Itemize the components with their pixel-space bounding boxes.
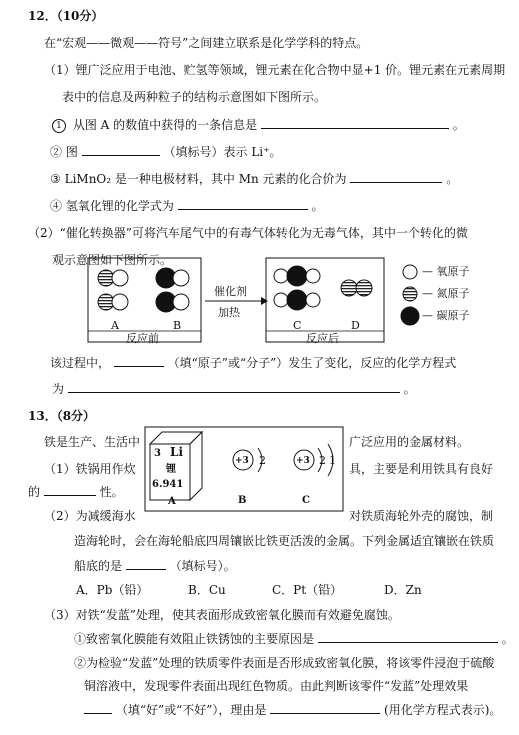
legend-carbon: — 碳原子 — [422, 309, 470, 322]
line4-text-a: 为 — [52, 382, 65, 396]
q12-part2-line2: 观示意图如下图所示。 — [52, 253, 173, 267]
legend-oxygen: — 氧原子 — [422, 265, 470, 278]
line3-text-b: （填“原子”或“分子”）发生了变化，反应的化学方程式 — [167, 356, 457, 370]
q13-line4-a: （2）为减缓海水 — [44, 509, 136, 523]
sub1-period: 。 — [452, 118, 465, 132]
q13-line2-a: （1）铁锅用作炊 — [44, 462, 136, 476]
label-d: D — [351, 319, 360, 332]
sub2-text-a: 图 — [65, 145, 78, 159]
q12-heading: 12．（10分） — [28, 9, 104, 23]
label-a: A — [111, 319, 119, 332]
element-symbol: Li — [170, 445, 183, 459]
q12-intro: 在“宏观——微观——符号”之间建立联系是化学学科的特点。 — [44, 36, 369, 50]
element-cube-side — [190, 432, 202, 500]
q13-line11: 铜溶液中，发现零件表面出现红色物质。由此判断该零件“发蓝”处理效果 — [84, 679, 469, 693]
atom-c-electrons-2: 1 — [329, 454, 336, 467]
figure-label-a: A — [168, 496, 176, 507]
line12-text-b: (用化学方程式表示)。 — [384, 703, 502, 717]
label-c: C — [293, 319, 302, 332]
sub4-period: 。 — [311, 199, 324, 213]
sub1-text: 从图 A 的数值中获得的一条信息是 — [72, 118, 258, 132]
option-d: D．Zn — [384, 583, 422, 597]
atom-b-electrons: 2 — [259, 454, 266, 467]
line9-period: 。 — [501, 632, 514, 646]
line6-text-a: 船底的是 — [74, 559, 123, 573]
element-number: 3 — [154, 448, 161, 459]
sub2-text-b: （填标号）表示 Li⁺。 — [163, 145, 282, 159]
q13-line2-b: 具，主要是利用铁具有良好 — [349, 462, 494, 476]
option-c: C．Pt（铅） — [272, 583, 343, 597]
sub4-marker: ④ — [50, 199, 63, 213]
line3-de: 的 — [28, 485, 41, 499]
option-a: A．Pb（铅） — [76, 583, 149, 597]
label-b: B — [173, 319, 182, 332]
q13-line10: ②为检验“发蓝”处理的铁质零件表面是否形成致密氧化膜，将该零件浸泡于硫酸 — [74, 656, 495, 670]
before-label: 反应前 — [126, 332, 159, 345]
atom-b-charge: +3 — [235, 456, 249, 466]
figure-label-b: B — [238, 495, 247, 506]
legend-nitrogen: — 氮原子 — [422, 287, 470, 300]
q13-line8: （3）对铁“发蓝”处理，使其表面形成致密氧化膜而有效避免腐蚀。 — [44, 608, 400, 622]
sub3-marker: ③ — [50, 172, 61, 186]
catalyst-label: 催化剂 — [214, 285, 247, 298]
q13-line1-a: 铁是生产、生活中 — [44, 435, 141, 449]
line4-text-b: 。 — [403, 382, 416, 396]
q13-line4-b: 对铁质海轮外壳的腐蚀，制 — [349, 509, 494, 523]
sub2-marker: ② — [50, 145, 63, 159]
figure-label-c: C — [302, 495, 310, 506]
q13-heading: 13．（8分） — [28, 409, 96, 423]
after-label: 反应后 — [306, 332, 339, 345]
q13-line5: 造海轮时，会在海轮船底四周镶嵌比铁更活泼的金属。下列金属适宜镶嵌在铁质 — [74, 534, 495, 548]
q12-part1-line1: （1）锂广泛应用于电池、贮氢等领域，锂元素在化合物中显+1 价。锂元素在元素周期 — [44, 63, 506, 77]
option-b: B．Cu — [188, 583, 226, 597]
q13-line1-b: 广泛应用的金属材料。 — [349, 435, 470, 449]
line12-text-a: （填“好”或“不好”），理由是 — [115, 703, 267, 717]
line6-text-b: （填标号）。 — [169, 559, 236, 573]
heating-label: 加热 — [218, 306, 240, 319]
line9-text-a: ①致密氧化膜能有效阻止铁锈蚀的主要原因是 — [74, 632, 315, 646]
element-mass: 6.941 — [152, 479, 184, 490]
sub4-text: 氢氧化锂的化学式为 — [65, 199, 174, 213]
atom-c-electrons-1: 2 — [319, 454, 326, 467]
line3-xing: 性。 — [99, 485, 124, 499]
q12-part1-line2: 表中的信息及两种粒子的结构示意图如下图所示。 — [62, 90, 327, 104]
sub1-marker: 1 — [52, 119, 66, 133]
q12-part2-line1: （2）“催化转换器”可将汽车尾气中的有毒气体转化为无毒气体，其中一个转化的微 — [28, 226, 468, 240]
sub3-period: 。 — [446, 172, 459, 186]
atom-c-charge: +3 — [296, 456, 310, 466]
line3-text-a: 该过程中， — [50, 356, 111, 370]
sub3-text: LiMnO₂ 是一种电极材料，其中 Mn 元素的化合价为 — [64, 172, 347, 186]
element-name: 锂 — [166, 464, 176, 475]
